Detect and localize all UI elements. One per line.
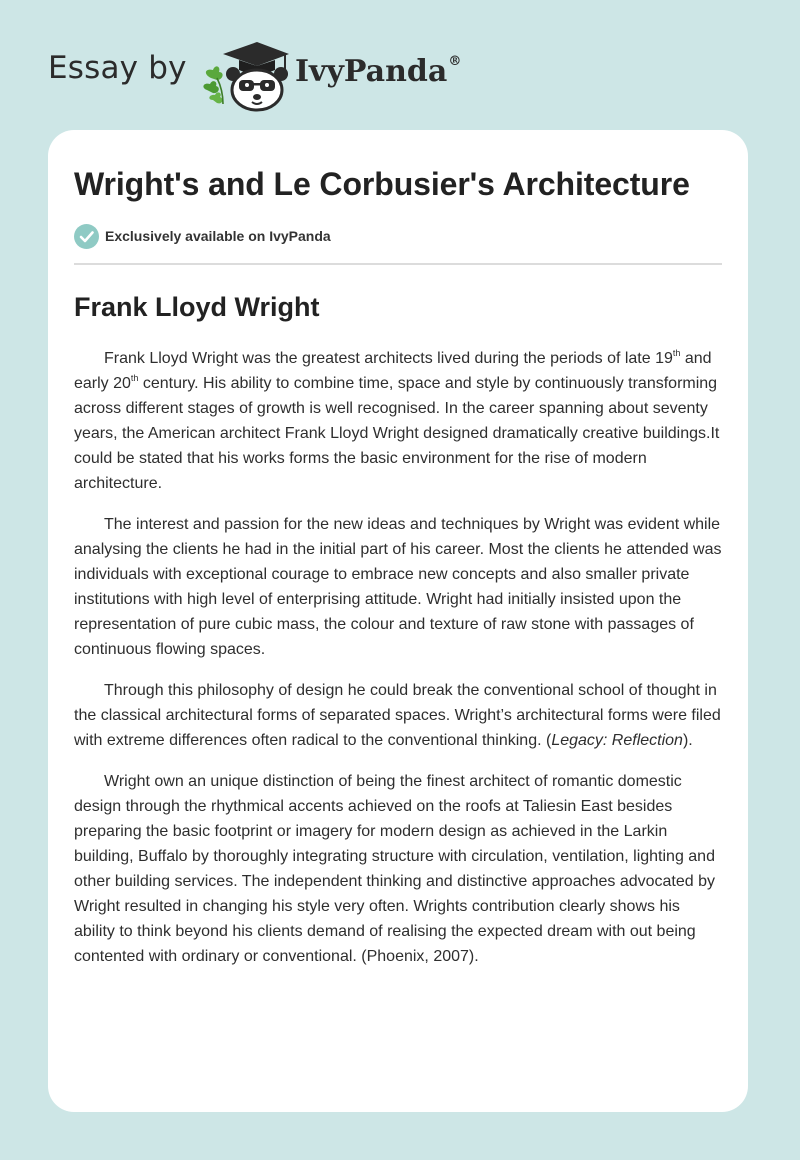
- panda-graduate-logo-icon[interactable]: [201, 38, 293, 112]
- exclusive-badge: [74, 223, 722, 249]
- paragraph-4-text: Wright own an unique distinction of being the finest architect of romantic domestic design through the rhythmical accents achieved on the roofs at Taliesin East besides preparing the basic footprint or imagery for modern design as achieved in the Larkin building, Buffalo by thoroughly integrating structure with circulation, ventilation, lighting and other building services. The independent thinking and distinctive approaches advocated by Wright resulted in changing his style very often. Wrights contribution clearly shows his ability to think beyond his clients demand of realising the expected dream with out being contented with ordinary or conventional. (Phoenix, 2007).: [74, 773, 716, 965]
- checkmark-circle-icon: [74, 224, 99, 249]
- essay-by-label: Essay by: [48, 50, 187, 86]
- essay-card: [48, 130, 748, 1112]
- paragraph-3-closing: ).: [682, 732, 693, 749]
- title-divider: [74, 263, 722, 265]
- paragraph-3-text: Through this philosophy of design he could break the conventional school of thought in the classical architectural forms of separated spaces. Wright’s architectural forms were filed with extreme differences often radical to the conventional thinking. (: [74, 682, 721, 749]
- paragraph-3: [74, 678, 722, 753]
- registered-mark: ®: [448, 54, 462, 69]
- brand-wordmark[interactable]: [295, 54, 461, 89]
- brand-name: IvyPanda: [295, 54, 448, 89]
- paragraph-1-part-2: and early 20: [74, 350, 712, 392]
- paragraph-2-text: The interest and passion for the new ideas and techniques by Wright was evident while analysing the clients he had in the initial part of his career. Most the clients he attended was individuals with exceptional courage to embrace new concepts and also smaller private institutions with high level of enterprising attitude. Wright had initially insisted upon the representation of pure cubic mass, the colour and texture of raw stone with passages of continuous flowing spaces.: [74, 516, 722, 658]
- paragraph-1-part-3: century. His ability to combine time, space and style by continuously transforming across different stages of growth is well recognised. In the career spanning about seventy years, the American architect Frank Lloyd Wright designed dramatically creative buildings.It could be stated that his works forms the basic environment for the rise of modern architecture.: [74, 375, 720, 492]
- exclusive-badge-label: Exclusively available on IvyPanda: [105, 228, 331, 244]
- superscript-th: th: [130, 373, 139, 383]
- section-heading: Frank Lloyd Wright: [74, 292, 320, 322]
- site-header: [48, 36, 508, 112]
- paragraph-1-part-1: Frank Lloyd Wright was the greatest architects lived during the periods of late 19: [104, 350, 673, 367]
- paragraph-1: [74, 346, 722, 496]
- paragraph-4: [74, 769, 722, 969]
- page-title: Wright's and Le Corbusier's Architecture: [74, 166, 690, 202]
- citation-legacy-reflection: Legacy: Reflection: [551, 732, 683, 749]
- paragraph-2: [74, 512, 722, 662]
- superscript-th: th: [672, 348, 681, 358]
- essay-body: [74, 346, 722, 969]
